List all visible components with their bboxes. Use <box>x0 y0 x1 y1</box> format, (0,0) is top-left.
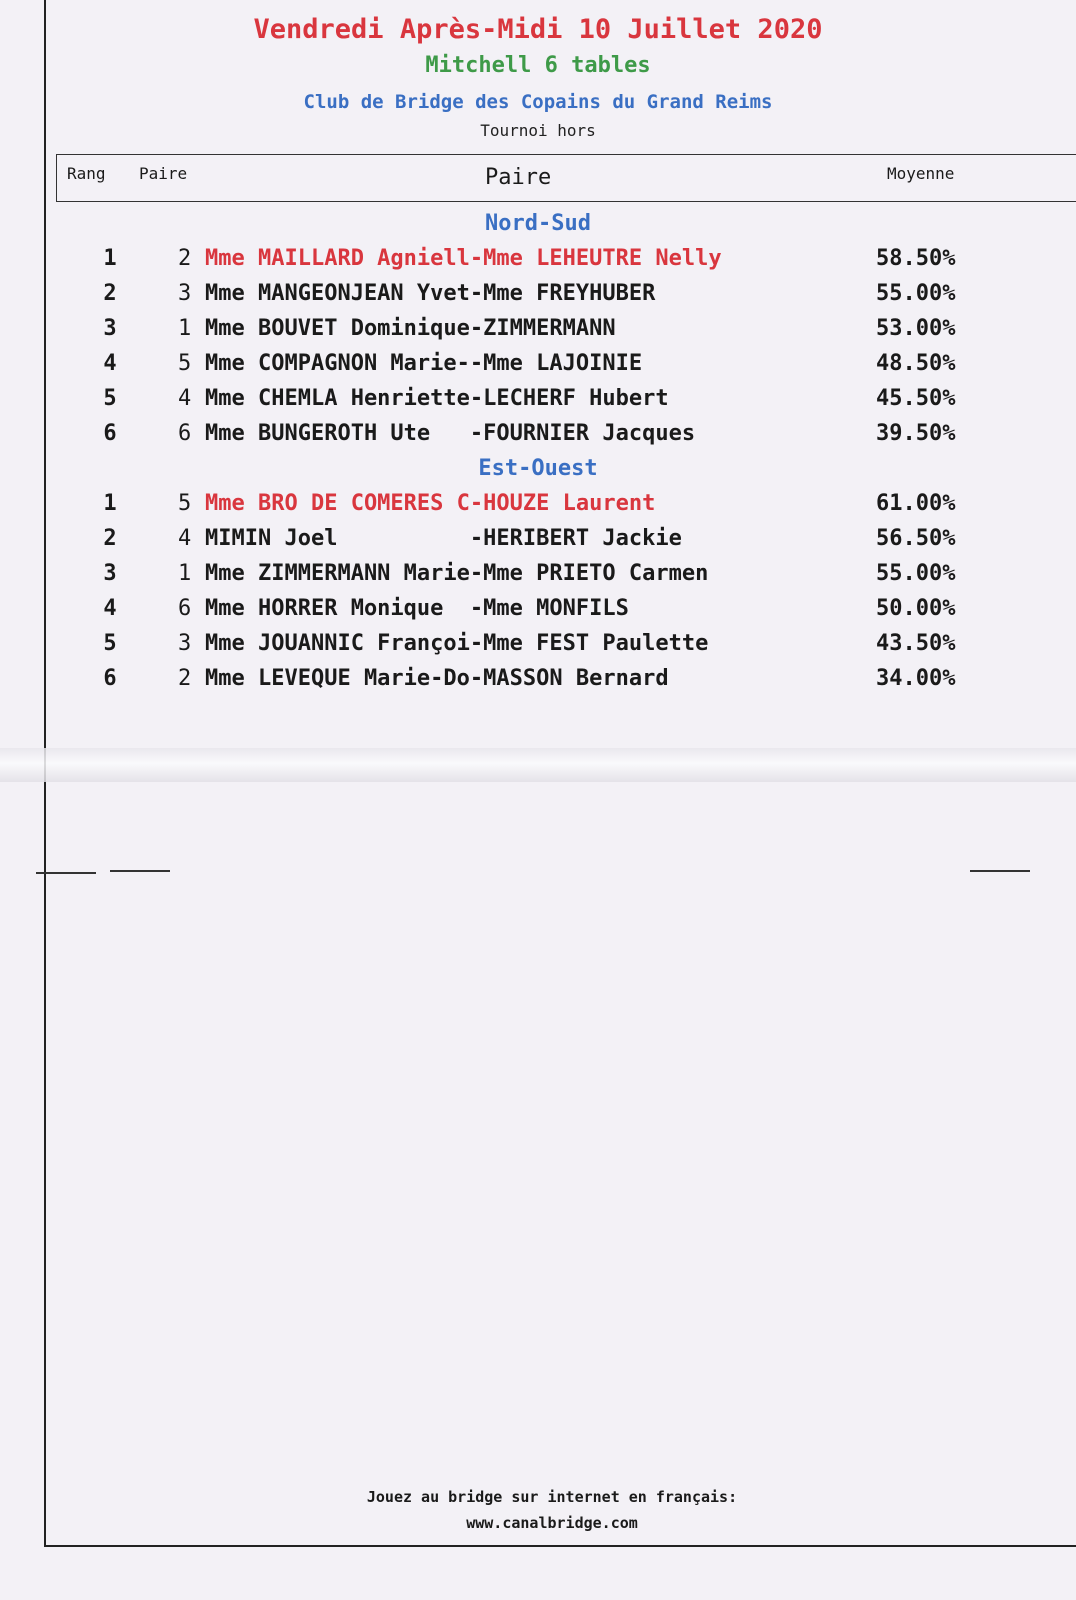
row-paire-number: 4 <box>178 386 192 411</box>
table-row <box>0 421 1076 455</box>
row-score: 55.00% <box>876 281 956 306</box>
row-paire-number: 2 <box>178 666 192 691</box>
row-paire-number: 3 <box>178 281 192 306</box>
table-row <box>0 386 1076 420</box>
row-rang: 1 <box>103 246 117 271</box>
row-score: 55.00% <box>876 561 956 586</box>
row-rang: 4 <box>103 351 117 376</box>
row-paire-number: 4 <box>178 526 192 551</box>
footer-promo: Jouez au bridge sur internet en français: <box>366 1488 738 1506</box>
fold-mark-left <box>36 872 96 874</box>
row-score: 48.50% <box>876 351 956 376</box>
row-pair-names: Mme BUNGEROTH Ute -FOURNIER Jacques <box>205 421 696 446</box>
row-paire-number: 5 <box>178 351 192 376</box>
row-score: 56.50% <box>876 526 956 551</box>
table-row <box>0 316 1076 350</box>
row-rang: 6 <box>103 421 117 446</box>
paper-fold <box>0 748 1076 782</box>
page-title: Vendredi Après-Midi 10 Juillet 2020 <box>253 14 823 45</box>
row-score: 50.00% <box>876 596 956 621</box>
table-row <box>0 526 1076 560</box>
column-rang: Rang <box>67 164 106 183</box>
row-rang: 2 <box>103 281 117 306</box>
row-score: 61.00% <box>876 491 956 516</box>
fold-mark-right <box>970 870 1030 872</box>
row-pair-names: Mme COMPAGNON Marie--Mme LAJOINIE <box>205 351 643 376</box>
tournament-type: Tournoi hors <box>480 121 596 140</box>
row-pair-names: Mme MANGEONJEAN Yvet-Mme FREYHUBER <box>205 281 656 306</box>
row-paire-number: 6 <box>178 421 192 446</box>
row-pair-names: Mme JOUANNIC Françoi-Mme FEST Paulette <box>205 631 709 656</box>
row-pair-names: Mme MAILLARD Agniell-Mme LEHEUTRE Nelly <box>205 246 722 271</box>
footer-url: www.canalbridge.com <box>466 1514 638 1532</box>
row-paire-number: 2 <box>178 246 192 271</box>
table-row <box>0 351 1076 385</box>
row-score: 53.00% <box>876 316 956 341</box>
row-rang: 4 <box>103 596 117 621</box>
row-rang: 1 <box>103 491 117 516</box>
row-score: 45.50% <box>876 386 956 411</box>
row-pair-names: Mme BOUVET Dominique-ZIMMERMANN <box>205 316 616 341</box>
row-score: 43.50% <box>876 631 956 656</box>
row-pair-names: Mme LEVEQUE Marie-Do-MASSON Bernard <box>205 666 669 691</box>
row-rang: 2 <box>103 526 117 551</box>
row-rang: 3 <box>103 316 117 341</box>
table-header <box>56 154 1076 202</box>
row-pair-names: MIMIN Joel -HERIBERT Jackie <box>205 526 682 551</box>
row-rang: 5 <box>103 386 117 411</box>
row-rang: 5 <box>103 631 117 656</box>
row-score: 39.50% <box>876 421 956 446</box>
row-paire-number: 5 <box>178 491 192 516</box>
row-score: 34.00% <box>876 666 956 691</box>
row-paire-number: 6 <box>178 596 192 621</box>
row-pair-names: Mme BRO DE COMERES C-HOUZE Laurent <box>205 491 656 516</box>
column-moyenne: Moyenne <box>887 164 955 183</box>
row-rang: 3 <box>103 561 117 586</box>
table-row <box>0 281 1076 315</box>
section-nord-sud: Nord-Sud <box>485 211 591 236</box>
club-name: Club de Bridge des Copains du Grand Reims <box>303 91 773 113</box>
movement-subtitle: Mitchell 6 tables <box>425 53 651 78</box>
row-paire-number: 1 <box>178 316 192 341</box>
row-paire-number: 1 <box>178 561 192 586</box>
row-rang: 6 <box>103 666 117 691</box>
table-row <box>0 246 1076 280</box>
fold-mark-left-2 <box>110 870 170 872</box>
row-score: 58.50% <box>876 246 956 271</box>
table-row <box>0 491 1076 525</box>
row-paire-number: 3 <box>178 631 192 656</box>
table-row <box>0 631 1076 665</box>
row-pair-names: Mme CHEMLA Henriette-LECHERF Hubert <box>205 386 669 411</box>
table-row <box>0 596 1076 630</box>
table-row <box>0 666 1076 700</box>
section-est-ouest: Est-Ouest <box>478 456 598 481</box>
column-paire: Paire <box>485 165 552 190</box>
row-pair-names: Mme ZIMMERMANN Marie-Mme PRIETO Carmen <box>205 561 709 586</box>
column-paire-number: Paire <box>139 164 188 183</box>
row-pair-names: Mme HORRER Monique -Mme MONFILS <box>205 596 629 621</box>
table-row <box>0 561 1076 595</box>
